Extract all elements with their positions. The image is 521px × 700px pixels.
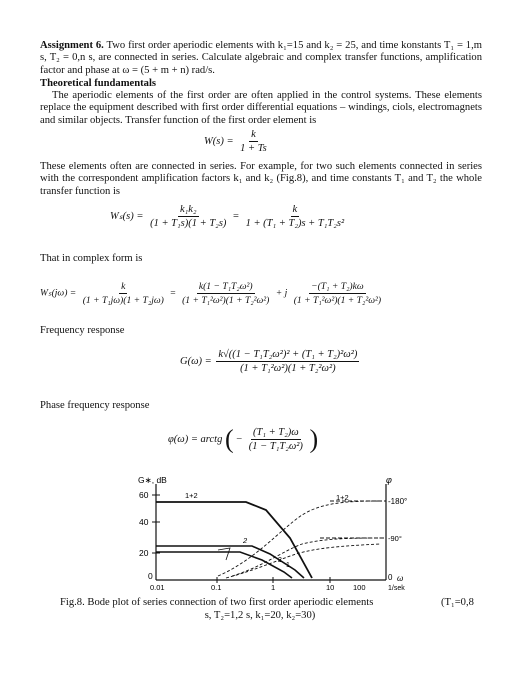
equation-complex-form	[40, 280, 385, 307]
label-phase-response: Phase frequency response	[40, 400, 150, 411]
y-tick-label-40: 40	[139, 517, 149, 527]
eq-g-lhs: G(ω) =	[180, 355, 212, 367]
section-title: Theoretical fundamentals	[40, 78, 157, 89]
eq-phi-paren-open: (	[224, 424, 234, 454]
paragraph-complex: That in complex form is	[40, 253, 143, 264]
eq-ws-numerator-2: k	[292, 204, 298, 215]
eq-phi-denominator: (1 − T₁T₂ω²)	[248, 441, 303, 452]
eq-ws-fraction-1	[148, 203, 228, 230]
phase-tick-90: -90°	[388, 534, 402, 543]
x-tick-label-0-01: 0,01	[150, 583, 165, 590]
phase-axis-label: φ	[386, 475, 392, 485]
y-tick-label-0: 0	[148, 571, 153, 581]
y-axis-label: G∗, dB	[138, 475, 167, 485]
eq-wj-denominator-1: (1 + T₁jω)(1 + T₂jω)	[82, 295, 164, 306]
phase-label-1: 1	[286, 562, 290, 569]
bode-plot-figure	[40, 470, 510, 590]
equation-frequency-response	[180, 348, 361, 375]
eq-ws-lhs: Wₛ(s) =	[110, 210, 144, 222]
eq-wj-fraction-2	[180, 280, 271, 307]
assignment-text: Two first order aperiodic elements with k₁=15 and k₂ = 25, and time konstants T₁ = 1,m s, T₂ = 0,n s, are connected in series. Calculate algebraic and complex transfer functions, amplification factor and phase at ω = (5 + m + n) rad/s.	[40, 40, 482, 76]
eq-phi-minus: −	[236, 433, 243, 445]
eq-w-denominator: 1 + Ts	[240, 143, 267, 154]
phase-label-sum: 1+2	[336, 493, 349, 502]
eq-ws-denominator-1: (1 + T₁s)(1 + T₂s)	[150, 218, 227, 229]
eq-wj-numerator-1: k	[121, 281, 126, 292]
y-tick-label-20: 20	[139, 548, 149, 558]
x-tick-label-10: 10	[326, 583, 335, 590]
eq-w-numerator: k	[251, 129, 256, 140]
eq-wj-denominator-2: (1 + T₁²ω²)(1 + T₂²ω²)	[182, 295, 270, 306]
eq-g-denominator: (1 + T₁²ω²)(1 + T₂²ω²)	[240, 363, 336, 374]
x-unit-label: 1/sek	[388, 585, 405, 590]
figure-caption-right: (T₁=0,8	[441, 597, 474, 608]
eq-wj-lhs: Wₛ(jω) =	[40, 287, 77, 299]
eq-wj-numerator-2: k(1 − T₁T₂ω²)	[198, 281, 253, 292]
eq-wj-fraction-1	[81, 280, 166, 307]
eq-g-numerator: k√((1 − T₁T₂ω²)² + (T₁ + T₂)²ω²)	[218, 349, 358, 360]
phase-zero-label: 0	[388, 573, 393, 582]
eq-wj-numerator-3: −(T₁ + T₂)kω	[311, 281, 364, 292]
phase-label-2: 2	[278, 557, 282, 564]
x-tick-label-0-1: 0,1	[211, 583, 222, 590]
figure-caption-line-1: Fig.8. Bode plot of series connection of two first order aperiodic elements	[60, 597, 374, 608]
eq-w-fraction	[238, 128, 269, 155]
eq-ws-fraction-2	[244, 203, 347, 230]
assignment-label: Assignment 6.	[40, 40, 104, 51]
x-tick-label-100: 100	[353, 583, 366, 590]
eq-phi-fraction	[247, 426, 305, 453]
eq-phi-paren-close: )	[309, 424, 319, 454]
label-frequency-response: Frequency response	[40, 325, 125, 336]
mag-label-2: 2	[243, 536, 248, 545]
omega-label: ω	[397, 574, 404, 583]
eq-wj-fraction-3	[292, 280, 383, 307]
paragraph-intro: The aperiodic elements of the first order are often applied in the control systems. These elements replace the equipment described with first order differential equations – windings, ciols, electromagnets and similar objects. Transfer function of the first order element is	[40, 90, 482, 126]
equation-series-transfer	[110, 203, 348, 230]
mag-label-sum: 1+2	[185, 491, 198, 500]
eq-phi-lhs: φ(ω) = arctg	[168, 433, 223, 445]
assignment-paragraph	[40, 40, 482, 77]
phase-tick-180: -180°	[388, 497, 408, 506]
eq-wj-plus-j: + j	[275, 287, 288, 299]
x-tick-label-1: 1	[271, 583, 276, 590]
mag-label-1-pointer	[218, 548, 230, 560]
eq-w-lhs: W(s) =	[204, 135, 234, 147]
equation-phase-response	[168, 426, 318, 453]
eq-ws-numerator-1: k₁k₂	[179, 204, 197, 215]
eq-ws-equals: =	[233, 210, 239, 222]
figure-caption-line-2: s, T₂=1,2 s, k₁=20, k₂=30)	[204, 610, 316, 621]
eq-ws-denominator-2: 1 + (T₁ + T₂)s + T₁T₂s²	[245, 218, 345, 229]
paragraph-series: These elements often are connected in series. For example, for two such elements connected in series with the correspondent amplification factors k₁ and k₂ (Fig.8), and time constants T₁ and T₂ the whole transfer function is	[40, 161, 482, 197]
y-tick-label-60: 60	[139, 490, 149, 500]
eq-wj-denominator-3: (1 + T₁²ω²)(1 + T₂²ω²)	[293, 295, 382, 306]
equation-first-order	[204, 128, 271, 155]
eq-phi-numerator: (T₁ + T₂)ω	[252, 427, 299, 438]
eq-g-fraction	[216, 348, 359, 375]
eq-wj-equals: =	[170, 287, 176, 299]
